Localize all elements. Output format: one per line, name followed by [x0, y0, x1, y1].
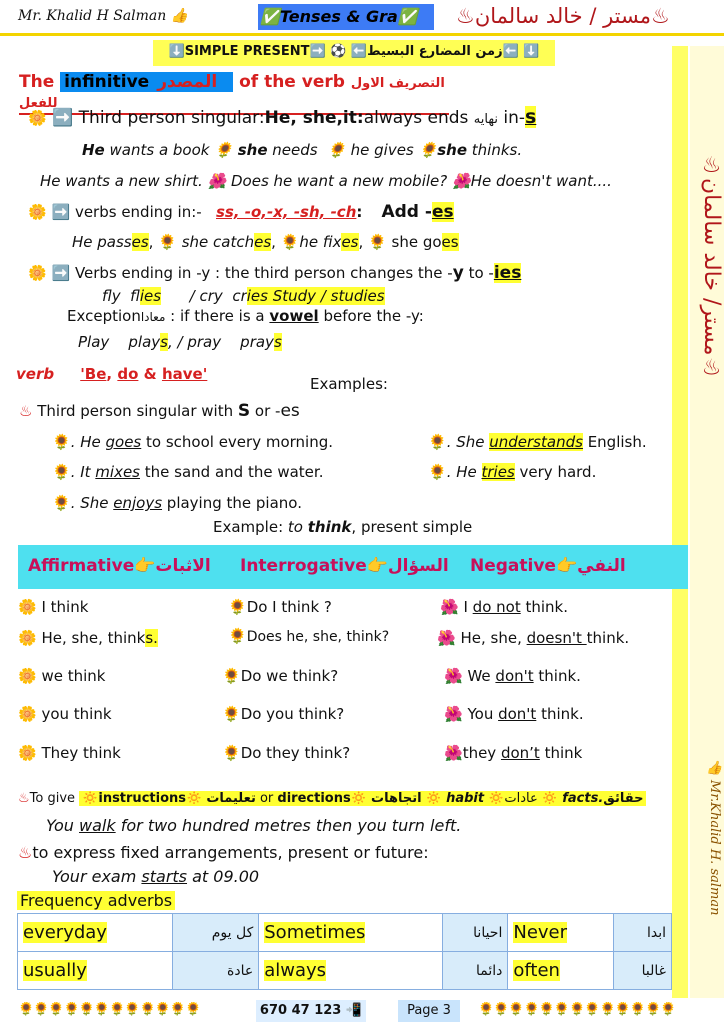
rule-third-person: 🌼 ➡️ Third person singular:He, she,it:always ends نهايه in-s	[28, 106, 537, 128]
freq-usually: usually	[23, 960, 87, 981]
neg-row-3: 🌺 We don't think.	[444, 667, 581, 685]
footer-sunflowers-right: 🌻🌻🌻🌻🌻🌻🌻🌻🌻🌻🌻🌻🌻	[478, 1002, 676, 1017]
hotspring-icon: ♨	[456, 4, 475, 28]
header-title: ✅Tenses & Gra✅	[258, 4, 434, 30]
freq-often-ar: غالبا	[614, 952, 672, 990]
side-arabic-name: ♨مستر/ خالد سالمان♨	[699, 153, 724, 381]
hibiscus-icon: 🌺	[207, 172, 227, 190]
aff-row-2: 🌼 He, she, thinks.	[18, 629, 158, 647]
examples-line-2: He wants a new shirt. 🌺 Does he want a new mobile? 🌺He doesn't want....	[40, 172, 612, 190]
freq-usually-ar: عادة	[173, 952, 259, 990]
neg-row-5: 🌺they don’t think	[444, 744, 583, 762]
header-negative: Negative👉النفي	[470, 556, 626, 576]
aff-row-4: 🌼 you think	[18, 705, 112, 723]
sentence-2: 🌻. She understands English.	[428, 433, 647, 451]
freq-everyday: everyday	[23, 922, 107, 943]
hotspring-icon: ♨	[651, 4, 670, 28]
sentence-1: 🌻. He goes to school every morning.	[52, 433, 334, 451]
aff-row-5: 🌼 They think	[18, 744, 121, 762]
phone-icon: 📲	[345, 1003, 363, 1018]
example-think: Example: to think, present simple	[213, 518, 473, 536]
header-affirmative: Affirmative👉الاثبات	[28, 556, 211, 576]
sentence-5: 🌻. She enjoys playing the piano.	[52, 494, 302, 512]
int-row-3: 🌻Do we think?	[222, 667, 339, 685]
freq-always-ar: دائما	[442, 952, 508, 990]
author-name: Mr. Khalid H Salman 👍	[18, 8, 189, 24]
page-title: ⬇️SIMPLE PRESENT➡️ ⚽ ⬅️زمن المضارع البسيط⬅️ ⬇️	[153, 40, 555, 66]
sun-icon: 🔅	[82, 791, 99, 806]
hotspring-icon: ♨	[19, 402, 33, 420]
neg-row-4: 🌺 You don't think.	[444, 705, 584, 723]
table-row	[18, 952, 672, 990]
freq-often: often	[513, 960, 560, 981]
sentence-3: 🌻. It mixes the sand and the water.	[52, 463, 324, 481]
freq-never-ar: ابدا	[614, 914, 672, 952]
exception-line: Exceptionمعادا : if there is a vowel before the -y:	[67, 307, 424, 325]
int-row-4: 🌻Do you think?	[222, 705, 345, 723]
header-arabic-name: ♨مستر / خالد سالمان♨	[456, 4, 670, 28]
examples-label: Examples:	[310, 375, 388, 393]
aff-row-1: 🌼 I think	[18, 598, 89, 616]
to-give-line: ♨To give 🔅instructions🔅 تعليمات or directions🔅 اتجاهات 🔅 habit 🔅عادات 🔅 facts.حقائق	[18, 791, 646, 806]
freq-sometimes: Sometimes	[264, 922, 366, 943]
fixed-arrangements: ♨to express fixed arrangements, present or future:	[18, 843, 429, 862]
infinitive-heading: The infinitive المصدر of the verb التصريف الاول للفعل	[19, 72, 449, 115]
rule-third-person-s-es: ♨ Third person singular with S or -es	[19, 401, 300, 421]
int-row-2: 🌻Does he, she, think?	[228, 627, 390, 645]
freq-everyday-ar: كل يوم	[173, 914, 259, 952]
footer-phone: 670 47 123 📲	[256, 1000, 366, 1022]
examples-line-5: Play plays, / pray prays	[78, 333, 282, 351]
examples-line-4: fly flies / cry cries Study / studies	[102, 287, 385, 305]
rule-es-endings: 🌼 ➡️ verbs ending in:- ss, -o,-x, -sh, -ch: Add -es	[28, 202, 454, 222]
side-english-name: 👍 Mr.Khalid H. salman	[707, 760, 722, 916]
side-band	[672, 46, 688, 998]
int-row-1: 🌻Do I think ?	[228, 598, 332, 616]
neg-row-2: 🌺 He, she, doesn't think.	[437, 629, 630, 647]
sentence-4: 🌻. He tries very hard.	[428, 463, 597, 481]
thumbs-up-icon: 👍	[170, 8, 189, 24]
header-interrogative: Interrogative👉السؤال	[240, 556, 449, 576]
header-divider	[0, 33, 724, 36]
examples-line-3: He passes, 🌻 she catches, 🌻he fixes, 🌻 she goes	[72, 233, 459, 251]
examples-line-1: He wants a book 🌻 she needs 🌻 he gives 🌻she thinks.	[82, 141, 523, 159]
exam-example: Your exam starts at 09.00	[52, 867, 260, 886]
sunflower-icon: 🌼	[28, 109, 47, 127]
frequency-label: Frequency adverbs	[17, 891, 175, 910]
neg-row-1: 🌺 I do not think.	[440, 598, 569, 616]
arrow-icon: ➡️	[52, 108, 74, 128]
footer-sunflowers-left: 🌻🌻🌻🌻🌻🌻🌻🌻🌻🌻🌻🌻	[18, 1002, 201, 1017]
walk-example: You walk for two hundred metres then you turn left.	[46, 816, 462, 835]
table-row	[18, 914, 672, 952]
freq-never: Never	[513, 922, 568, 943]
column-headers	[18, 545, 688, 589]
page-number: Page 3	[398, 1000, 460, 1022]
frequency-table	[17, 913, 672, 990]
freq-always: always	[264, 960, 327, 981]
aff-row-3: 🌼 we think	[18, 667, 106, 685]
freq-sometimes-ar: احيانا	[442, 914, 508, 952]
rule-y-ending: 🌼 ➡️ Verbs ending in -y : the third person changes the -y to -ies	[28, 263, 522, 283]
verb-be-do-have: verb 'Be, do & have'	[16, 365, 208, 383]
int-row-5: 🌻Do they think?	[222, 744, 351, 762]
